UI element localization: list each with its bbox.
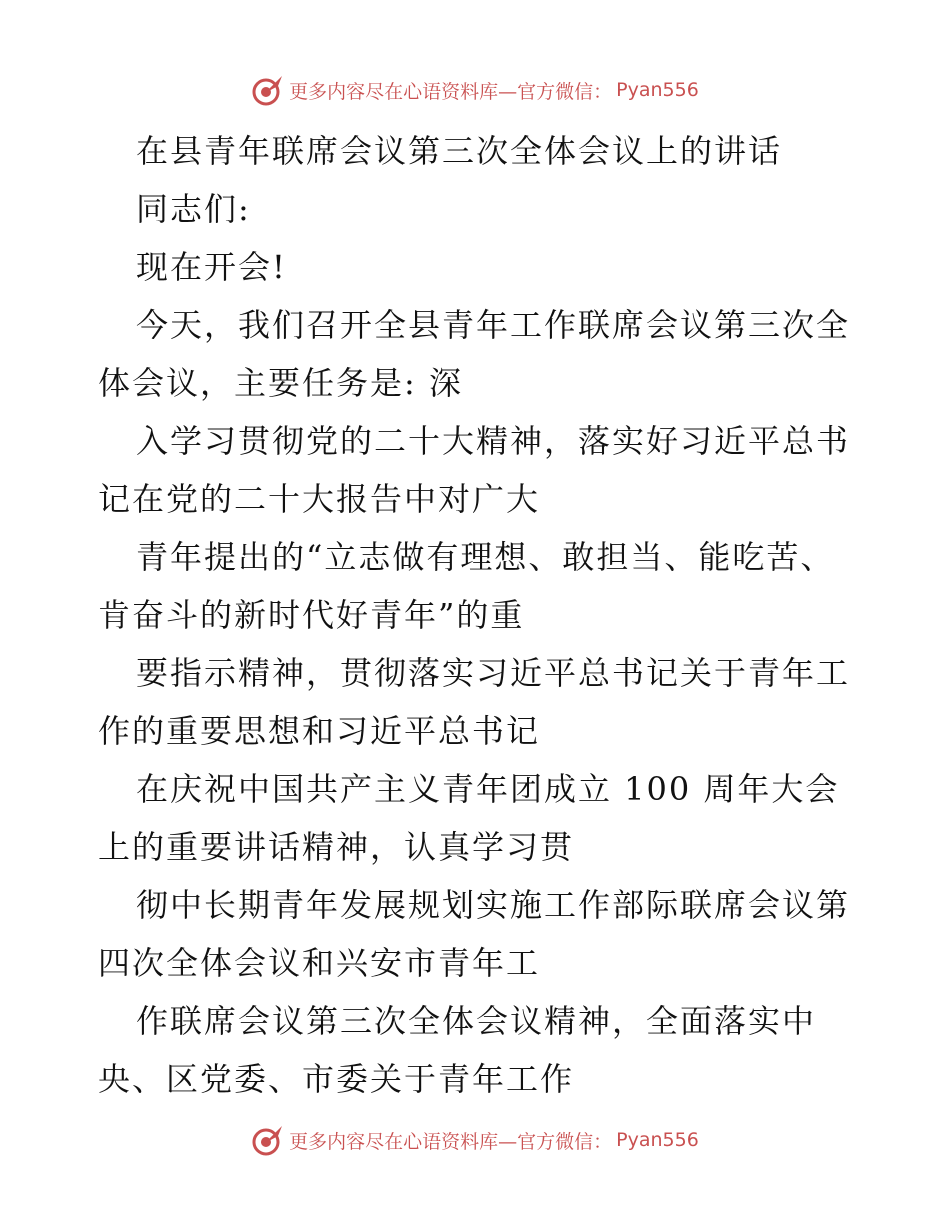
footer-banner-text: 更多内容尽在心语资料库—官方微信： xyxy=(289,1130,613,1153)
header-banner xyxy=(0,70,950,110)
quill-logo-icon xyxy=(251,1123,285,1157)
text-line: 作联席会议第三次全体会议精神，全面落实中 xyxy=(136,1002,817,1040)
document-body xyxy=(98,122,858,1108)
text-line: 在庆祝中国共产主义青年团成立 100 周年大会 xyxy=(136,770,840,808)
text-line: 上的重要讲话精神，认真学习贯 xyxy=(98,828,575,866)
header-banner-handle: Pyan556 xyxy=(616,79,699,101)
text-line: 记在党的二十大报告中对广大 xyxy=(98,480,541,518)
document-title: 在县青年联席会议第三次全体会议上的讲话 xyxy=(136,132,783,170)
text-line: 同志们: xyxy=(136,190,251,228)
text-line: 要指示精神，贯彻落实习近平总书记关于青年工 xyxy=(136,654,851,692)
text-line: 今天，我们召开全县青年工作联席会议第三次全 xyxy=(136,306,851,344)
header-banner-text: 更多内容尽在心语资料库—官方微信： xyxy=(289,80,613,103)
footer-banner-handle: Pyan556 xyxy=(616,1129,699,1151)
text-line: 体会议，主要任务是: 深 xyxy=(98,364,463,402)
text-line: 入学习贯彻党的二十大精神，落实好习近平总书 xyxy=(136,422,851,460)
text-line: 央、区党委、市委关于青年工作 xyxy=(98,1060,575,1098)
text-line: 肯奋斗的新时代好青年”的重 xyxy=(98,596,525,634)
quill-logo-icon xyxy=(251,73,285,107)
footer-banner xyxy=(0,1120,950,1160)
text-line: 彻中长期青年发展规划实施工作部际联席会议第 xyxy=(136,886,851,924)
text-line: 现在开会! xyxy=(136,248,287,286)
text-line: 作的重要思想和习近平总书记 xyxy=(98,712,541,750)
text-line: 青年提出的“立志做有理想、敢担当、能吃苦、 xyxy=(136,538,835,576)
text-line: 四次全体会议和兴安市青年工 xyxy=(98,944,541,982)
